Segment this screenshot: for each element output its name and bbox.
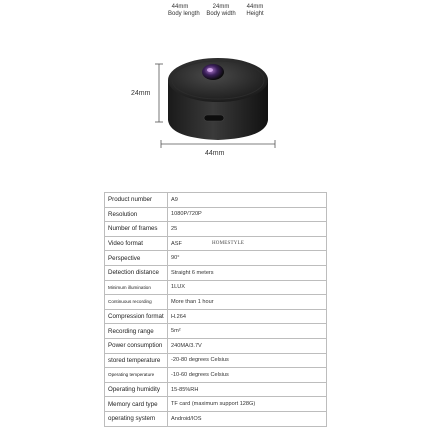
spec-key: stored temperature bbox=[105, 353, 168, 368]
dim-body-width bbox=[203, 4, 239, 18]
table-row bbox=[105, 207, 327, 222]
spec-value: A9 bbox=[168, 193, 327, 208]
dim-body-length bbox=[168, 4, 200, 18]
dim-body-length-value: 44mm bbox=[171, 4, 189, 10]
spec-value: 15-85%RH bbox=[168, 382, 327, 397]
spec-value: 1080P/720P bbox=[168, 207, 327, 222]
dim-height-value: 44mm bbox=[246, 4, 264, 10]
spec-key: Minimum illumination bbox=[105, 280, 168, 295]
spec-key: Number of frames bbox=[105, 222, 168, 237]
spec-value: 5m² bbox=[168, 324, 327, 339]
table-row bbox=[105, 411, 327, 426]
lens-icon bbox=[202, 64, 224, 80]
spec-key: Operating temperature bbox=[105, 368, 168, 383]
spec-value: -20-80 degrees Celsius bbox=[168, 353, 327, 368]
camera-illustration bbox=[120, 50, 290, 165]
specs-table bbox=[104, 192, 327, 427]
table-row bbox=[105, 382, 327, 397]
table-row bbox=[105, 309, 327, 324]
table-row bbox=[105, 368, 327, 383]
watermark-logo: HOMESTYLE bbox=[212, 241, 245, 246]
spec-key: Memory card type bbox=[105, 397, 168, 412]
table-row bbox=[105, 265, 327, 280]
spec-key: Perspective bbox=[105, 251, 168, 266]
table-row bbox=[105, 193, 327, 208]
spec-value: Android/IOS bbox=[168, 411, 327, 426]
dim-body-width-value: 24mm bbox=[212, 4, 230, 10]
spec-key: Continuous recording bbox=[105, 295, 168, 310]
table-row bbox=[105, 353, 327, 368]
spec-value: Straight 6 meters bbox=[168, 265, 327, 280]
spec-key: Compression format bbox=[105, 309, 168, 324]
spec-key: Product number bbox=[105, 193, 168, 208]
spec-value: 25 bbox=[168, 222, 327, 237]
spec-value: H.264 bbox=[168, 309, 327, 324]
spec-key: Detection distance bbox=[105, 265, 168, 280]
spec-value: 240MA/3.7V bbox=[168, 338, 327, 353]
card-slot-icon bbox=[204, 115, 224, 121]
table-row bbox=[105, 295, 327, 310]
spec-key: Operating humidity bbox=[105, 382, 168, 397]
table-row bbox=[105, 280, 327, 295]
spec-value: 90° bbox=[168, 251, 327, 266]
spec-value: -10-60 degrees Celsius bbox=[168, 368, 327, 383]
spec-key: operating system bbox=[105, 411, 168, 426]
spec-value: More than 1 hour bbox=[168, 295, 327, 310]
table-row bbox=[105, 324, 327, 339]
table-row bbox=[105, 397, 327, 412]
height-dimension-label: 24mm bbox=[131, 90, 151, 97]
dim-height-caption: Height bbox=[246, 11, 264, 17]
dim-body-width-caption: Body width bbox=[206, 11, 236, 17]
table-row bbox=[105, 338, 327, 353]
spec-key: Resolution bbox=[105, 207, 168, 222]
dim-body-length-caption: Body length bbox=[168, 11, 200, 17]
spec-key: Recording range bbox=[105, 324, 168, 339]
camera-body bbox=[168, 58, 268, 140]
spec-key: Video format bbox=[105, 236, 168, 251]
spec-value: 1LUX bbox=[168, 280, 327, 295]
spec-value: ASF bbox=[168, 236, 327, 251]
table-row bbox=[105, 251, 327, 266]
spec-key: Power consumption bbox=[105, 338, 168, 353]
table-row bbox=[105, 222, 327, 237]
spec-value: TF card (maximum support 128G) bbox=[168, 397, 327, 412]
dim-height bbox=[244, 4, 266, 18]
width-dimension-label: 44mm bbox=[205, 150, 225, 157]
